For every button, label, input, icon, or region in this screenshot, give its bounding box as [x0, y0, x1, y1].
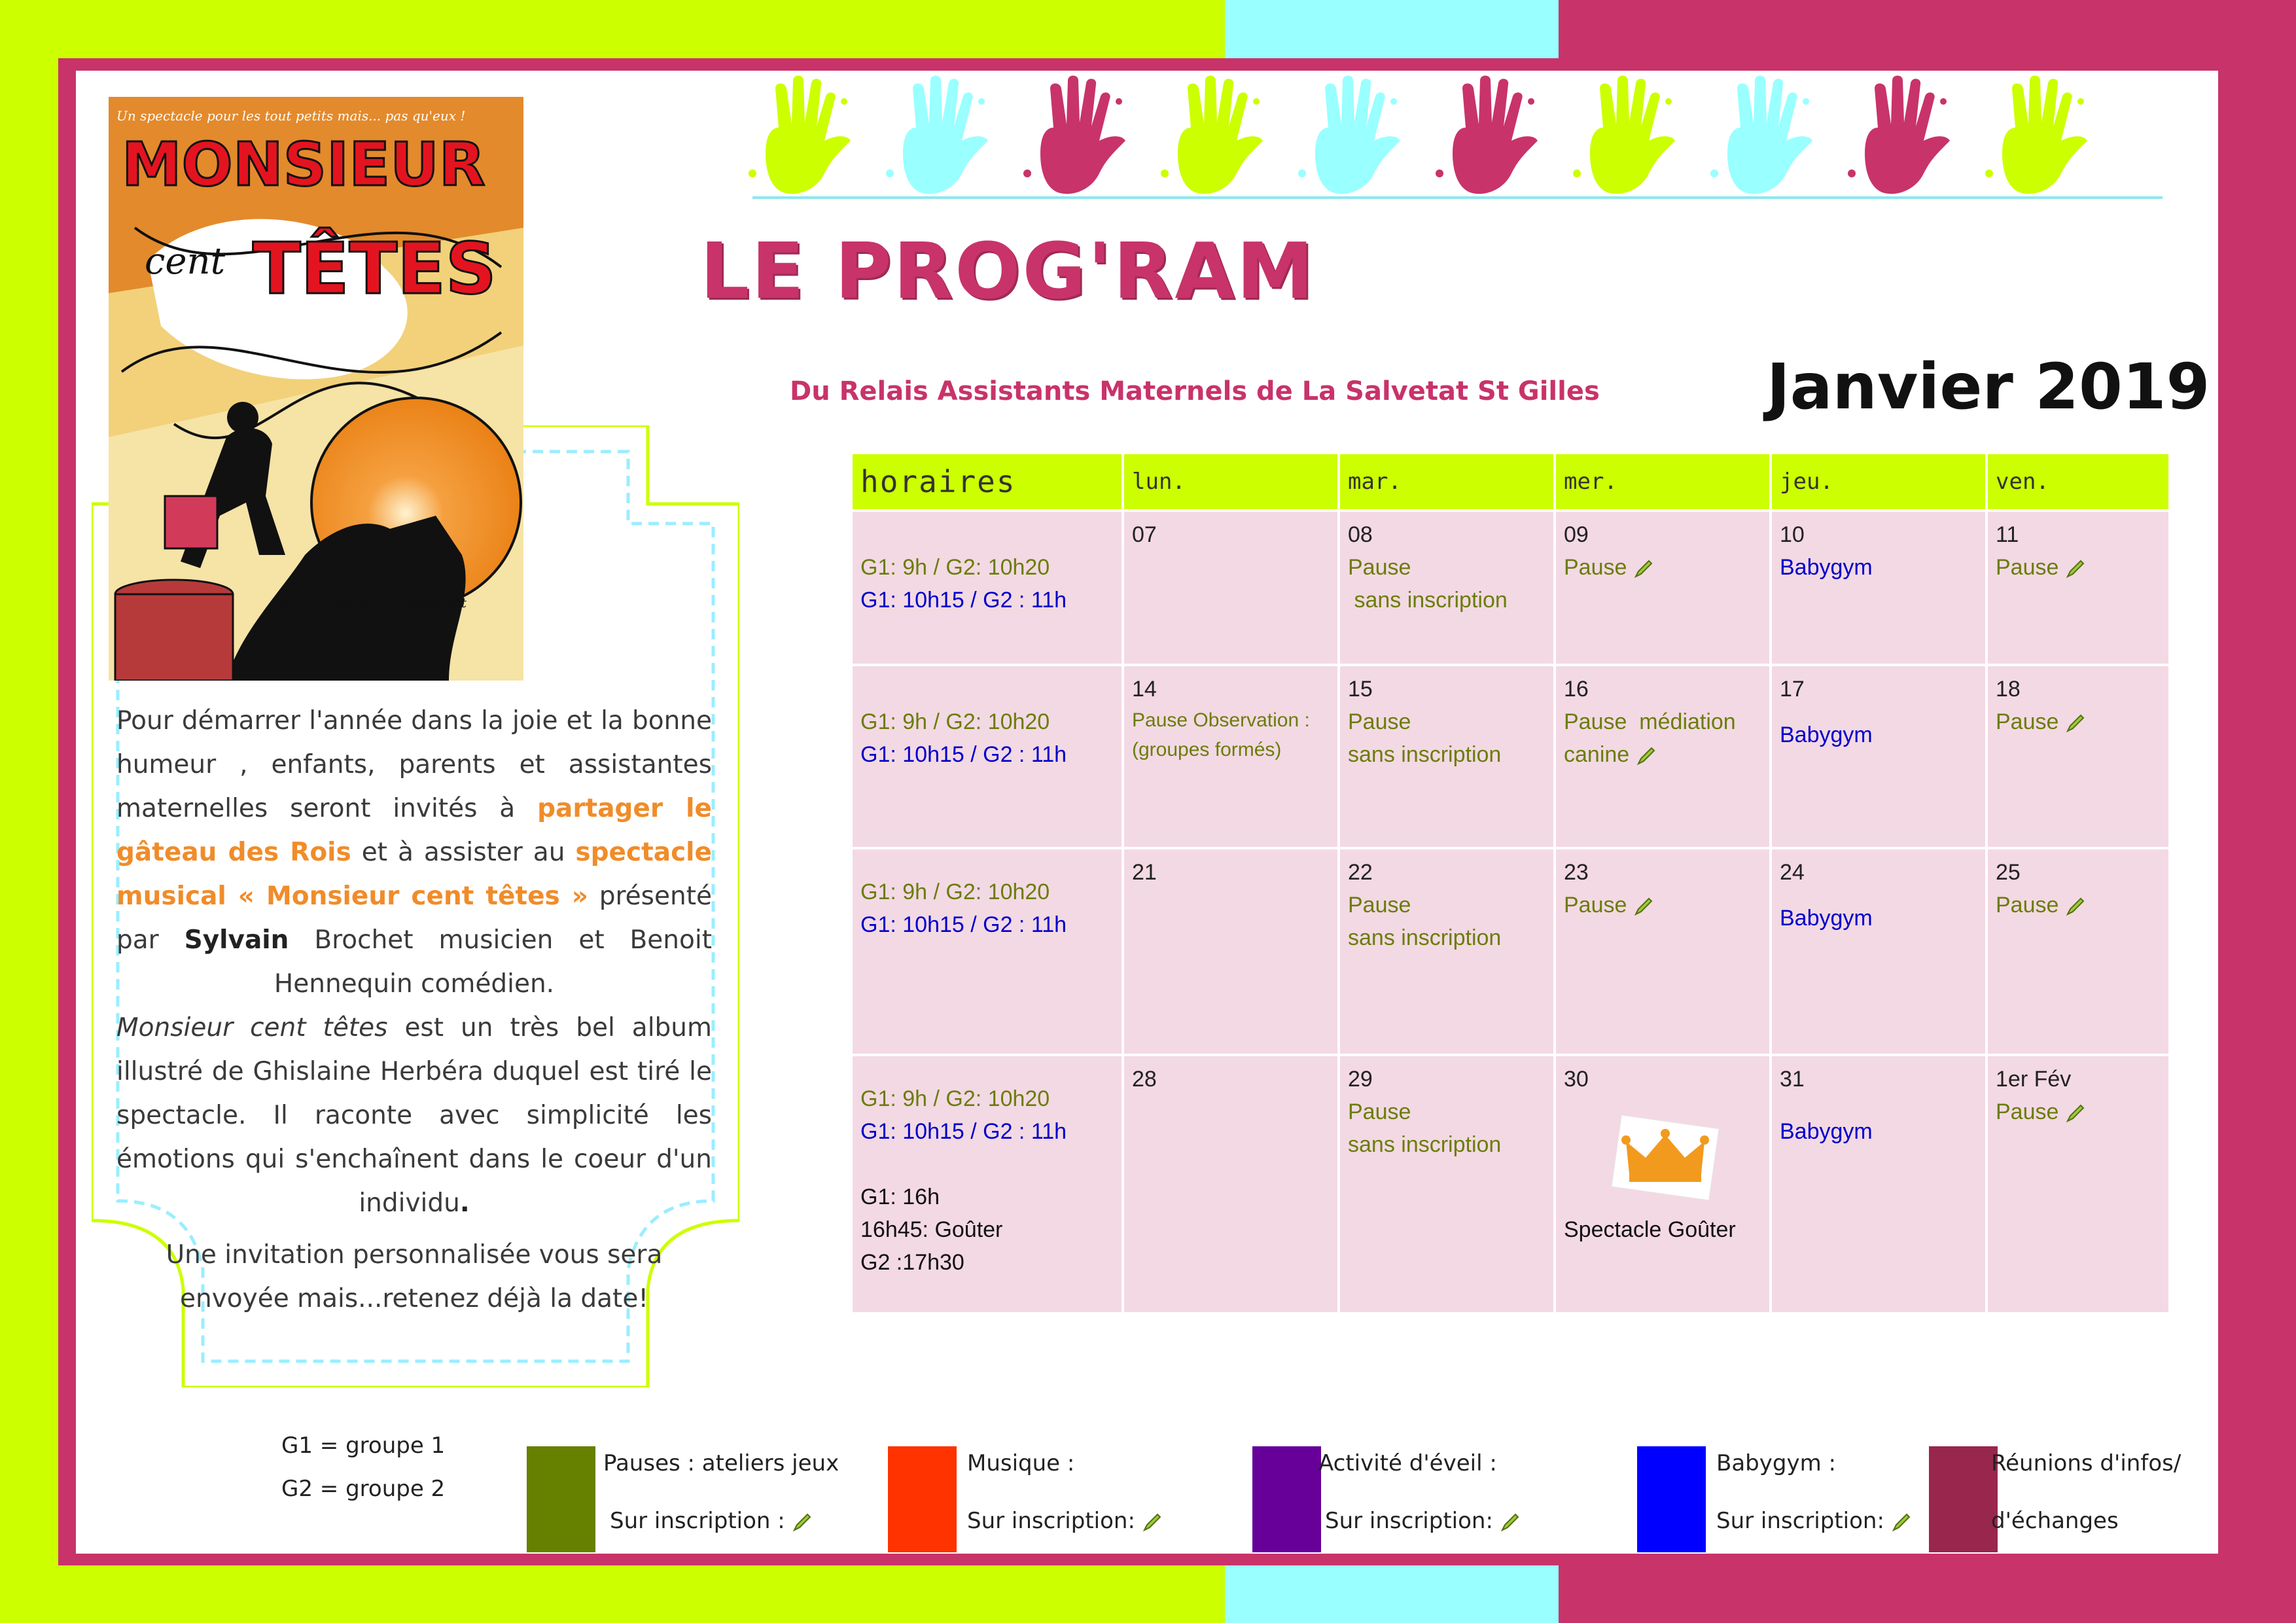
week-row	[851, 665, 2170, 848]
legend-groups	[281, 1430, 445, 1505]
day-number: 21	[1132, 860, 1157, 885]
spectacle-poster	[109, 97, 523, 681]
pencil-icon	[2065, 1103, 2086, 1124]
hand-icon	[1848, 76, 1950, 194]
day-number: 22	[1348, 860, 1373, 885]
spectacle-g1-time: G1: 16h	[860, 1185, 940, 1209]
activity: Pause	[1348, 1099, 1411, 1124]
activity-note: (groupes formés)	[1132, 739, 1282, 760]
day-cell	[1987, 848, 2170, 1055]
activity: Pause	[1348, 709, 1411, 734]
day-cell	[1987, 1055, 2170, 1313]
legend-g2: G2 = groupe 2	[281, 1476, 446, 1502]
intro-text-4: Brochet musicien et Benoit Hennequin comédien.	[274, 925, 713, 999]
legend-label: Sur inscription :	[610, 1508, 785, 1534]
pencil-icon	[1891, 1512, 1912, 1533]
horaires-cell	[851, 665, 1123, 848]
performer-name: Sylvain	[184, 925, 289, 955]
activity: Pause	[1564, 893, 1627, 918]
day-number: 09	[1564, 522, 1589, 547]
activity: Babygym	[1780, 906, 1873, 931]
activity: Pause	[1564, 555, 1627, 580]
event-description	[116, 699, 712, 1321]
activity: Pause	[1996, 893, 2059, 918]
day-number: 1er Fév	[1996, 1067, 2072, 1092]
hand-icon	[1023, 76, 1125, 194]
day-cell	[1555, 665, 1771, 848]
day-cell	[1123, 848, 1339, 1055]
legend-swatch-reunions	[1929, 1446, 1998, 1552]
schedule-g1: G1: 9h / G2: 10h20	[860, 709, 1050, 734]
legend-swatch-babygym	[1637, 1446, 1706, 1552]
hand-icon	[1298, 76, 1400, 194]
activity-note: sans inscription	[1348, 588, 1508, 613]
pencil-icon	[2065, 713, 2086, 734]
activity: Pause	[1996, 709, 2059, 734]
day-cell	[1555, 1055, 1771, 1313]
schedule-g2: G1: 10h15 / G2 : 11h	[860, 912, 1067, 937]
legend-item-pauses	[603, 1435, 839, 1550]
intro-text-3: présenté par	[116, 882, 712, 955]
intro-text-2: et à assister au	[351, 838, 576, 867]
activity-note: sans inscription	[1348, 742, 1502, 767]
legend-g1: G1 = groupe 1	[281, 1433, 446, 1459]
col-header-horaires: horaires	[851, 453, 1123, 510]
legend-item-musique	[967, 1435, 1163, 1550]
legend-label: d'échanges	[1991, 1508, 2119, 1534]
col-header-mar: mar.	[1339, 453, 1555, 510]
schedule-g1: G1: 9h / G2: 10h20	[860, 555, 1050, 580]
svg-text:Un spectacle pour les tout pet: Un spectacle pour les tout petits mais... pas qu'eux !	[116, 108, 466, 124]
legend-label: Activité d'éveil :	[1318, 1450, 1497, 1476]
calendar-table	[850, 452, 2171, 1315]
day-number: 15	[1348, 677, 1373, 702]
legend-item-reunions	[1991, 1435, 2181, 1550]
col-header-jeu: jeu.	[1771, 453, 1987, 510]
pencil-icon	[1500, 1512, 1521, 1533]
hand-icon	[1573, 76, 1675, 194]
col-header-mer: mer.	[1555, 453, 1771, 510]
day-number: 08	[1348, 522, 1373, 547]
day-number: 07	[1132, 522, 1157, 547]
pencil-icon	[1142, 1512, 1163, 1533]
pencil-icon	[1636, 745, 1657, 766]
schedule-g1: G1: 9h / G2: 10h20	[860, 880, 1050, 904]
calendar-header-row	[851, 453, 2170, 510]
week-row	[851, 848, 2170, 1055]
legend-swatch-eveil	[1252, 1446, 1321, 1552]
day-number: 24	[1780, 860, 1805, 885]
legend-label: Sur inscription:	[1325, 1508, 1493, 1534]
day-number: 31	[1780, 1067, 1805, 1092]
pencil-icon	[1633, 558, 1654, 579]
hand-icon	[1436, 76, 1538, 194]
col-header-lun: lun.	[1123, 453, 1339, 510]
day-cell	[1555, 510, 1771, 665]
activity: Babygym	[1780, 1119, 1873, 1144]
day-cell	[1123, 665, 1339, 848]
col-header-ven: ven.	[1987, 453, 2170, 510]
day-cell	[1555, 848, 1771, 1055]
activity: Pause	[1348, 893, 1411, 918]
handprint-banner	[739, 72, 2100, 196]
schedule-g1: G1: 9h / G2: 10h20	[860, 1086, 1050, 1111]
legend-item-eveil	[1318, 1435, 1521, 1550]
legend-label: Sur inscription:	[967, 1508, 1135, 1534]
activity: Pause	[1996, 555, 2059, 580]
activity: Spectacle Goûter	[1564, 1217, 1736, 1242]
day-cell	[1987, 665, 2170, 848]
hand-icon	[1161, 76, 1263, 194]
day-cell	[1123, 510, 1339, 665]
schedule-g2: G1: 10h15 / G2 : 11h	[860, 1119, 1067, 1144]
highlight-spectacle: spectacle musical « Monsieur cent têtes »	[116, 838, 713, 911]
hand-icon	[886, 76, 988, 194]
legend-item-babygym	[1716, 1435, 1912, 1550]
activity-note: sans inscription	[1348, 925, 1502, 950]
activity: Pause médiation	[1564, 709, 1736, 734]
day-number: 16	[1564, 677, 1589, 702]
day-number: 17	[1780, 677, 1805, 702]
legend-swatch-pauses	[527, 1446, 595, 1552]
divider	[752, 196, 2163, 199]
pencil-icon	[1633, 896, 1654, 917]
activity-note: sans inscription	[1348, 1132, 1502, 1157]
activity: Babygym	[1780, 555, 1873, 580]
svg-text:cent: cent	[145, 240, 226, 283]
gouter-time: 16h45: Goûter	[860, 1217, 1003, 1242]
day-cell	[1771, 665, 1987, 848]
day-number: 11	[1996, 522, 2019, 547]
day-cell	[1339, 510, 1555, 665]
book-description: est un très bel album illustré de Ghislaine Herbéra duquel est tiré le spectacle. Il raconte avec simplicité les émotions qui s'enchaînent dans le coeur d'un individu	[116, 1013, 713, 1218]
day-number: 23	[1564, 860, 1589, 885]
activity: Babygym	[1780, 722, 1873, 747]
month-title: Janvier 2019	[1767, 350, 2210, 423]
activity: Pause Observation :	[1132, 709, 1310, 731]
schedule-g2: G1: 10h15 / G2 : 11h	[860, 742, 1067, 767]
legend-swatch-musique	[888, 1446, 957, 1552]
day-number: 29	[1348, 1067, 1373, 1092]
page-subtitle: Du Relais Assistants Maternels de La Salvetat St Gilles	[790, 376, 1600, 406]
schedule-g2: G1: 10h15 / G2 : 11h	[860, 588, 1067, 613]
spectacle-g2-time: G2 :17h30	[860, 1250, 964, 1275]
day-cell	[1987, 510, 2170, 665]
page-title: LE PROG'RAM	[700, 226, 1316, 316]
activity-note: canine	[1564, 742, 1630, 767]
invitation-note: Une invitation personnalisée vous sera envoyée mais...retenez déjà la date!	[166, 1240, 663, 1313]
day-cell	[1123, 1055, 1339, 1313]
pencil-icon	[2065, 896, 2086, 917]
svg-text:TÊTES: TÊTES	[253, 228, 497, 310]
legend-label: Pauses : ateliers jeux	[603, 1450, 839, 1476]
intro-text: Pour démarrer l'année dans la joie et la bonne humeur , enfants, parents et assistantes maternelles seront invités à	[116, 706, 712, 823]
highlight-galette: partager le gâteau des Rois	[116, 794, 712, 867]
svg-text:Les Tintinnabules présentent: Les Tintinnabules présentent	[272, 595, 467, 611]
period: .	[459, 1188, 470, 1218]
pencil-icon	[792, 1512, 813, 1533]
day-cell	[1339, 665, 1555, 848]
legend-label: Musique :	[967, 1450, 1075, 1476]
week-row	[851, 1055, 2170, 1313]
activity: Pause	[1348, 555, 1411, 580]
hand-icon	[1710, 76, 1812, 194]
day-cell	[1771, 510, 1987, 665]
book-title: Monsieur cent têtes	[116, 1013, 388, 1043]
legend-label: Sur inscription:	[1716, 1508, 1884, 1534]
legend-label: Réunions d'infos/	[1991, 1450, 2181, 1476]
horaires-cell	[851, 1055, 1123, 1313]
day-cell	[1771, 848, 1987, 1055]
pencil-icon	[2065, 558, 2086, 579]
day-number: 28	[1132, 1067, 1157, 1092]
horaires-cell	[851, 510, 1123, 665]
activity: Pause	[1996, 1099, 2059, 1124]
crown-icon	[1610, 1115, 1721, 1200]
day-cell	[1339, 848, 1555, 1055]
week-row	[851, 510, 2170, 665]
svg-text:MONSIEUR: MONSIEUR	[122, 130, 486, 200]
day-number: 10	[1780, 522, 1805, 547]
day-number: 30	[1564, 1067, 1589, 1092]
day-number: 14	[1132, 677, 1157, 702]
hand-icon	[749, 76, 851, 194]
day-number: 25	[1996, 860, 2021, 885]
day-cell	[1339, 1055, 1555, 1313]
horaires-cell	[851, 848, 1123, 1055]
hand-icon	[1985, 76, 2087, 194]
day-number: 18	[1996, 677, 2021, 702]
day-cell	[1771, 1055, 1987, 1313]
legend-label: Babygym :	[1716, 1450, 1836, 1476]
